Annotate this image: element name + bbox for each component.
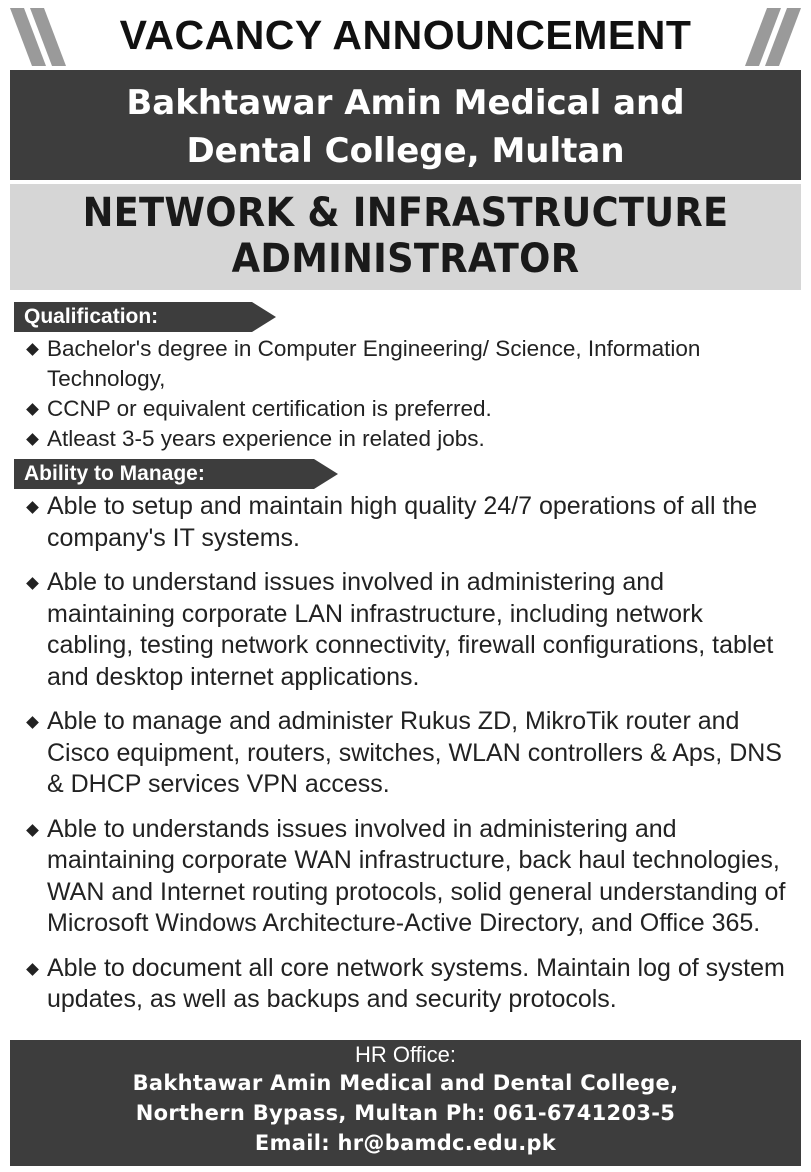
heading-arrow <box>314 459 338 489</box>
list-item: Able to document all core network systems. Maintain log of system updates, as well as backups and security protocols. <box>25 953 795 1016</box>
heading-arrow <box>252 302 276 332</box>
list-item: Atleast 3-5 years experience in related jobs. <box>25 424 795 454</box>
list-item: Able to understands issues involved in administering and maintaining corporate WAN infrastructure, back haul technologies, WAN and Internet routing protocols, solid general understanding of Microsoft Windows Architecture-Active Directory, and Office 365. <box>25 814 795 940</box>
footer-address-line: Northern Bypass, Multan Ph: 061-6741203-5 <box>135 1101 676 1125</box>
banner-stripe-left <box>10 8 70 66</box>
diamond-bullet-icon <box>26 343 39 356</box>
list-item: CCNP or equivalent certification is preferred. <box>25 394 795 424</box>
job-title-line-1: NETWORK & INFRASTRUCTURE <box>82 190 729 236</box>
ability-list <box>25 491 795 1029</box>
list-item: Able to setup and maintain high quality 24/7 operations of all the company's IT systems. <box>25 491 795 554</box>
hr-office-title: HR Office: <box>354 1042 457 1067</box>
job-title-band <box>10 184 801 290</box>
banner-stripe-right <box>741 8 801 66</box>
qualification-heading <box>14 302 252 332</box>
diamond-bullet-icon <box>26 716 39 729</box>
qualification-heading-label: Qualification: <box>24 305 159 328</box>
diamond-bullet-icon <box>26 824 39 837</box>
diamond-bullet-icon <box>26 433 39 446</box>
list-item: Bachelor's degree in Computer Engineering/ Science, Information Technology, <box>25 334 795 394</box>
footer-email-line: Email: hr@bamdc.edu.pk <box>254 1131 557 1155</box>
college-name-band <box>10 70 801 180</box>
ability-heading <box>14 459 314 489</box>
vacancy-banner <box>10 8 801 66</box>
diamond-bullet-icon <box>26 501 39 514</box>
college-name-line-1: Bakhtawar Amin Medical and <box>126 83 685 123</box>
hr-office-footer <box>10 1040 801 1166</box>
diamond-bullet-icon <box>26 403 39 416</box>
footer-college-line: Bakhtawar Amin Medical and Dental College, <box>132 1071 679 1095</box>
college-name-line-2: Dental College, Multan <box>186 131 625 171</box>
ability-heading-label: Ability to Manage: <box>24 462 205 485</box>
list-item: Able to manage and administer Rukus ZD, MikroTik router and Cisco equipment, routers, switches, WLAN controllers & Aps, DNS & DHCP services VPN access. <box>25 706 795 801</box>
qualification-list <box>25 334 795 454</box>
banner-title: VACANCY ANNOUNCEMENT <box>119 12 692 58</box>
list-item: Able to understand issues involved in administering and maintaining corporate LAN infrastructure, including network cabling, testing network connectivity, firewall configurations, tablet and desktop internet applications. <box>25 567 795 693</box>
diamond-bullet-icon <box>26 577 39 590</box>
job-title-line-2: ADMINISTRATOR <box>231 236 580 282</box>
diamond-bullet-icon <box>26 963 39 976</box>
